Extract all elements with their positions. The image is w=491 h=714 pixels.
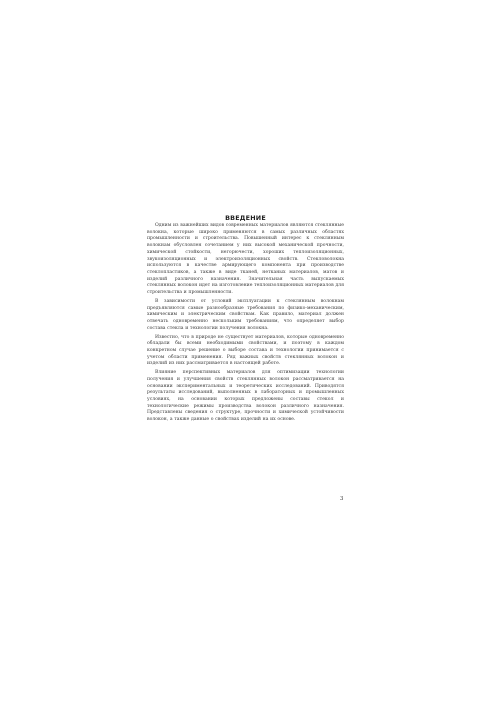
paragraph-2: В зависимости от условий эксплуатации к стеклянным волокнам предъявляются самые разнообразные требования по физико-механическим, химическим и электрическим свойствам. Как правило, материал должен отвечать одновременно нескольким требованиям, что определяет выбор состава стекла и технологии получения волокна. [147,298,344,331]
chapter-heading: ВВЕДЕНИЕ [225,214,266,222]
paragraph-1: Одним из важнейших видов современных материалов являются стеклянные волокна, которые широко применяются в самых различных областях промышленности и строительства. Повышенный интерес к стеклянным волокнам обусловлен сочетанием у них высокой механической прочности, химической стойкости, негорючести, хороших теплоизоляционных, звукоизоляционных и электроизоляционных свойств. Стекловолокна используются в качестве армирующего компонента при производстве стеклопластиков, а также в виде тканей, нетканых материалов, матов и изделий различного назначения. Значительная часть выпускаемых стеклянных волокон идет на изготовление теплоизоляционных материалов для строительства и промышленности. [147,223,344,296]
text-block [147,214,344,714]
page-number: 3 [340,496,344,502]
paragraph-3: Известно, что в природе не существует материалов, которые одновременно обладали бы всеми необходимыми свойствами, и поэтому в каждом конкретном случае решение о выборе состава и технологии принимается с учетом области применения. Ряд важных свойств стеклянных волокон и изделий из них рассматривается в настоящей работе. [147,334,344,367]
paragraph-4: Влияние перспективных материалов для оптимизации технологии получения и улучшения свойств стеклянных волокон рассматривается на основании экспериментальных и теоретических исследований. Приводятся результаты исследований, выполненных в лабораторных и промышленных условиях, на основании которых предложены составы стекол и технологические режимы производства волокон различного назначения. Представлены сведения о структуре, прочности и химической устойчивости волокон, а также данные о свойствах изделий на их основе. [147,370,344,423]
